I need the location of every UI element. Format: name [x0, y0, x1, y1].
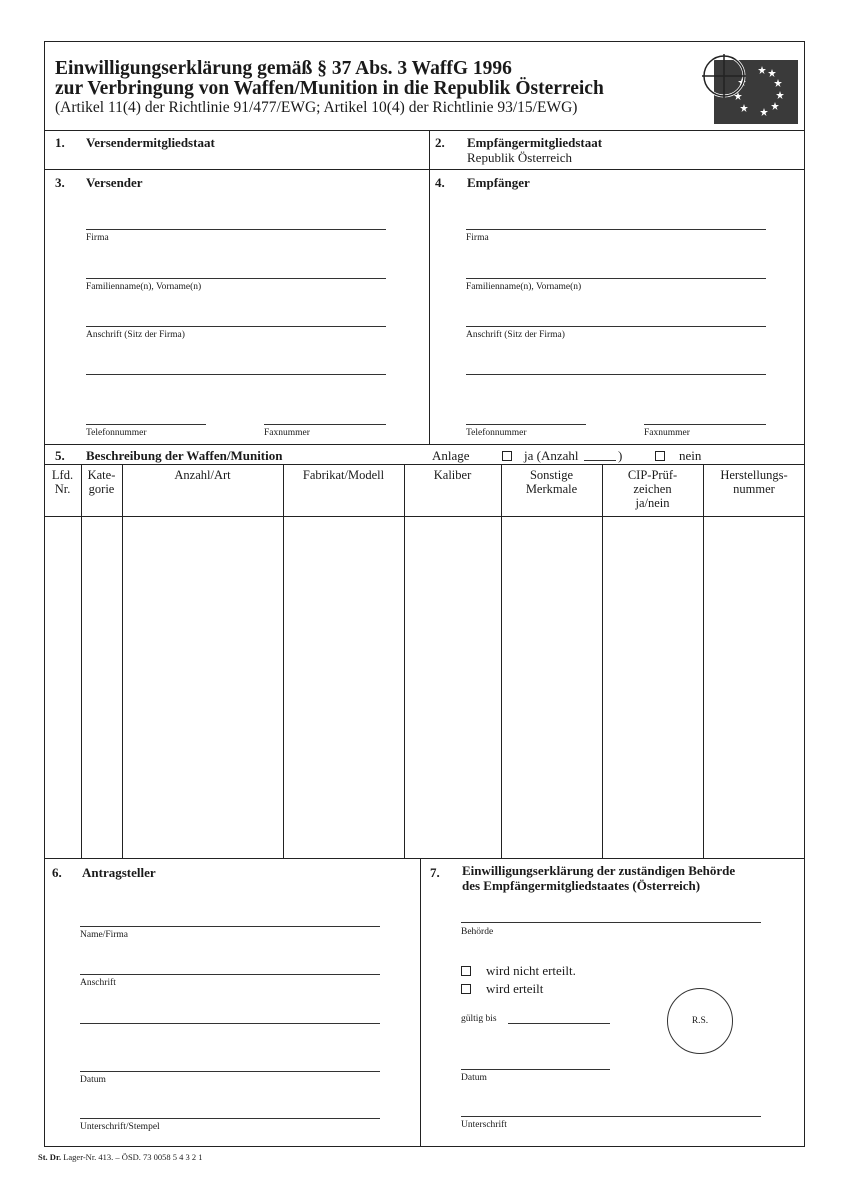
col-header-lfd-line2: Nr. [54, 482, 71, 496]
rule-sec1 [44, 169, 805, 170]
form-subtitle: (Artikel 11(4) der Richtlinie 91/477/EWG; Artikel 10(4) der Richtlinie 93/15/EWG) [55, 99, 578, 116]
anlage-nein-label: nein [679, 448, 702, 463]
granted-label: wird erteilt [486, 981, 544, 996]
weapons-table-body[interactable] [44, 517, 805, 857]
section3-label: Versender [86, 175, 143, 190]
section7-label [462, 863, 735, 893]
anlage-count-line[interactable] [584, 460, 616, 461]
col-header-cip-line2: zeichen [633, 482, 672, 496]
recipient-address-label: Anschrift (Sitz der Firma) [466, 330, 565, 340]
divider-lower [420, 858, 421, 1147]
recipient-phone-line[interactable] [466, 424, 586, 425]
form-title-line1: Einwilligungserklärung gemäß § 37 Abs. 3 WaffG 1996 [55, 58, 512, 79]
col-header-anzahl: Anzahl/Art [174, 468, 231, 482]
authority-label: Behörde [461, 927, 494, 937]
rule-table-end [44, 858, 805, 859]
divider-upper [429, 130, 430, 444]
recipient-firma-line[interactable] [466, 229, 766, 230]
rule-header [44, 130, 805, 131]
col-header-fabrikat: Fabrikat/Modell [302, 468, 385, 482]
col-header-lfd [44, 468, 81, 496]
applicant-date-label: Datum [80, 1075, 106, 1085]
recipient-phone-label: Telefonnummer [466, 428, 527, 438]
footer-prefix: St. Dr. [38, 1152, 62, 1162]
recipient-address-line2[interactable] [466, 374, 766, 375]
col-header-lfd-line1: Lfd. [51, 468, 74, 482]
col-header-herst-line1: Herstellungs- [720, 468, 788, 482]
recipient-address-line[interactable] [466, 326, 766, 327]
col-header-cip [602, 468, 703, 510]
section2-number: 2. [435, 135, 445, 150]
col-header-kaliber: Kaliber [433, 468, 472, 482]
rule-sec5-head [44, 464, 805, 465]
anlage-ja-close: ) [618, 448, 623, 463]
applicant-address-line[interactable] [80, 974, 380, 975]
col-header-sonst-line1: Sonstige [529, 468, 574, 482]
anlage-ja-checkbox[interactable] [502, 451, 512, 461]
rule-sec3 [44, 444, 805, 445]
section5-number: 5. [55, 448, 65, 463]
recipient-firma-label: Firma [466, 233, 489, 243]
col-header-cip-line3: ja/nein [635, 496, 670, 510]
recipient-name-line[interactable] [466, 278, 766, 279]
applicant-signature-label: Unterschrift/Stempel [80, 1122, 160, 1132]
col-header-sonstige [501, 468, 602, 496]
section7-label-line2: des Empfängermitgliedstaates (Österreich) [462, 878, 701, 893]
section3-number: 3. [55, 175, 65, 190]
section4-label: Empfänger [467, 175, 530, 190]
valid-until-label: gültig bis [461, 1014, 497, 1024]
section7-number: 7. [430, 865, 440, 880]
applicant-name-line[interactable] [80, 926, 380, 927]
section5-label: Beschreibung der Waffen/Munition [86, 448, 283, 463]
anlage-label: Anlage [432, 448, 470, 463]
not-granted-label: wird nicht erteilt. [486, 963, 576, 978]
col-header-herst-line2: nummer [733, 482, 775, 496]
authority-date-label: Datum [461, 1073, 487, 1083]
section2-label: Empfängermitgliedstaat [467, 135, 603, 150]
official-stamp-label: R.S. [691, 1016, 709, 1026]
applicant-name-label: Name/Firma [80, 930, 129, 940]
footer [38, 1152, 203, 1162]
sender-firma-label: Firma [86, 233, 109, 243]
authority-signature-line[interactable] [461, 1116, 761, 1117]
section6-number: 6. [52, 865, 62, 880]
col-header-kat-line1: Kate- [87, 468, 116, 482]
applicant-address-label: Anschrift [80, 978, 116, 988]
sender-phone-line[interactable] [86, 424, 206, 425]
section6-label: Antragsteller [82, 865, 156, 880]
authority-signature-label: Unterschrift [461, 1120, 507, 1130]
eu-emblem [700, 54, 798, 124]
not-granted-checkbox[interactable] [461, 966, 471, 976]
authority-date-line[interactable] [461, 1069, 610, 1070]
section4-number: 4. [435, 175, 445, 190]
sender-firma-line[interactable] [86, 229, 386, 230]
sender-fax-label: Faxnummer [264, 428, 310, 438]
section7-label-line1: Einwilligungserklärung der zuständigen Behörde [462, 863, 736, 878]
recipient-fax-label: Faxnummer [644, 428, 690, 438]
sender-name-label: Familienname(n), Vorname(n) [86, 282, 202, 292]
applicant-address-line2[interactable] [80, 1023, 380, 1024]
sender-address-label: Anschrift (Sitz der Firma) [86, 330, 185, 340]
col-header-sonst-line2: Merkmale [525, 482, 578, 496]
authority-line[interactable] [461, 922, 761, 923]
anlage-nein-checkbox[interactable] [655, 451, 665, 461]
sender-phone-label: Telefonnummer [86, 428, 147, 438]
valid-until-line[interactable] [508, 1023, 610, 1024]
anlage-ja-label: ja (Anzahl [524, 448, 579, 463]
granted-checkbox[interactable] [461, 984, 471, 994]
recipient-fax-line[interactable] [644, 424, 766, 425]
sender-fax-line[interactable] [264, 424, 386, 425]
applicant-signature-line[interactable] [80, 1118, 380, 1119]
form-title-line2: zur Verbringung von Waffen/Munition in die Republik Österreich [55, 78, 604, 99]
recipient-name-label: Familienname(n), Vorname(n) [466, 282, 582, 292]
col-header-kategorie [81, 468, 122, 496]
section1-label: Versendermitgliedstaat [86, 135, 215, 150]
col-header-herstellung [703, 468, 805, 496]
section2-value: Republik Österreich [467, 150, 573, 165]
sender-address-line[interactable] [86, 326, 386, 327]
col-header-cip-line1: CIP-Prüf- [627, 468, 678, 482]
sender-address-line2[interactable] [86, 374, 386, 375]
footer-text: Lager-Nr. 413. – ÖSD. 73 0058 5 4 3 2 1 [63, 1152, 203, 1162]
sender-name-line[interactable] [86, 278, 386, 279]
section1-number: 1. [55, 135, 65, 150]
col-header-kat-line2: gorie [88, 482, 115, 496]
applicant-date-line[interactable] [80, 1071, 380, 1072]
eu-flag-icon [700, 54, 798, 124]
